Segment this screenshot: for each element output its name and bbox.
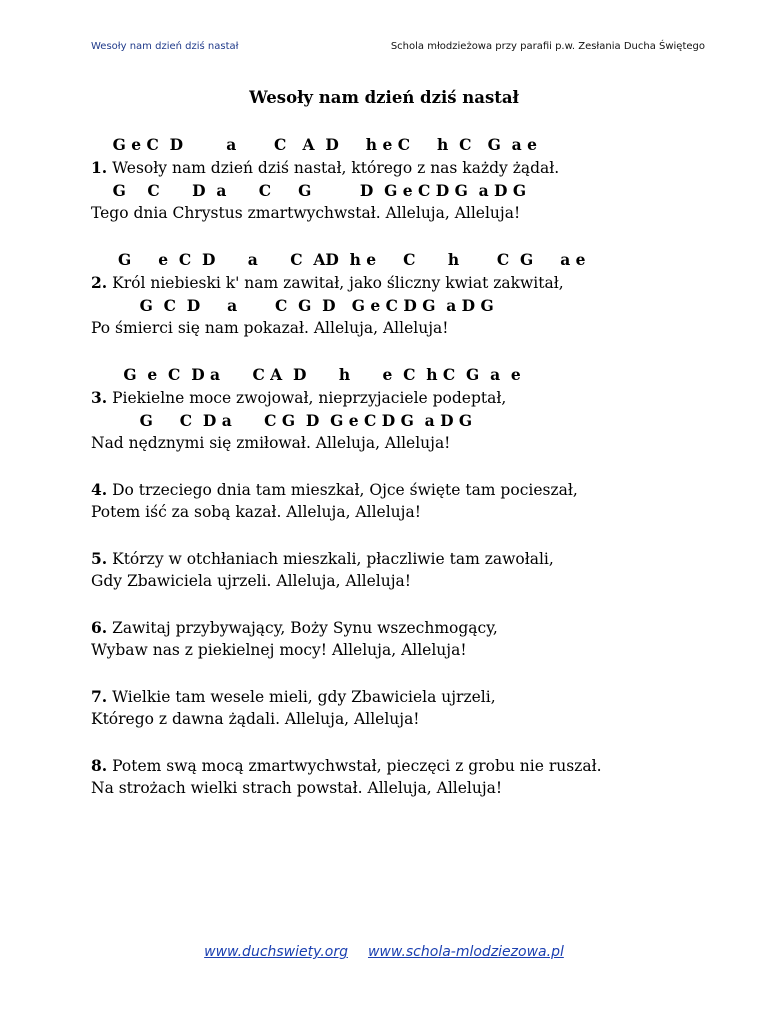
lyric-line: Nad nędznymi się zmiłował. Alleluja, Alleluja! bbox=[91, 434, 451, 452]
verse-number: 5. bbox=[91, 549, 108, 568]
lyric-line bbox=[91, 478, 731, 501]
verse-gap bbox=[91, 455, 731, 478]
lyric-line: Po śmierci się nam pokazał. Alleluja, Alleluja! bbox=[91, 319, 449, 337]
lyric-line: Na strożach wielki strach powstał. Alleluja, Alleluja! bbox=[91, 779, 503, 797]
verse-gap bbox=[91, 593, 731, 616]
verse-gap bbox=[91, 225, 731, 248]
verse-number: 1. bbox=[91, 158, 108, 177]
chord-line: G C D a C G D G e C D G a D G bbox=[91, 411, 473, 430]
verse-gap bbox=[91, 662, 731, 685]
page-footer bbox=[0, 944, 768, 960]
lyric-line bbox=[91, 386, 731, 409]
lyric-text: Piekielne moce zwojował, nieprzyjaciele podeptał, bbox=[112, 389, 507, 407]
lyric-text: Którzy w otchłaniach mieszkali, płaczliwie tam zawołali, bbox=[112, 550, 554, 568]
verse-number: 6. bbox=[91, 618, 108, 637]
lyric-line bbox=[91, 271, 731, 294]
verse-number: 2. bbox=[91, 273, 108, 292]
song-title: Wesoły nam dzień dziś nastał bbox=[249, 88, 519, 107]
chord-line: G C D a C G D G e C D G a D G bbox=[91, 296, 494, 315]
song-lyrics bbox=[91, 133, 731, 800]
verse-number: 7. bbox=[91, 687, 108, 706]
verse bbox=[91, 363, 731, 478]
lyric-text: Wielkie tam wesele mieli, gdy Zbawiciela ujrzeli, bbox=[112, 688, 496, 706]
footer-link-duchswiety[interactable]: www.duchswiety.org bbox=[204, 944, 348, 960]
lyric-line bbox=[91, 685, 731, 708]
verse bbox=[91, 547, 731, 616]
verse-gap bbox=[91, 340, 731, 363]
lyric-text: Do trzeciego dnia tam mieszkał, Ojce święte tam pocieszał, bbox=[112, 481, 578, 499]
verse bbox=[91, 616, 731, 685]
verse-gap bbox=[91, 524, 731, 547]
lyric-text: Wesoły nam dzień dziś nastał, którego z nas każdy żądał. bbox=[112, 159, 560, 177]
lyric-line: Wybaw nas z piekielnej mocy! Alleluja, Alleluja! bbox=[91, 641, 467, 659]
chord-line: G C D a C G D G e C D G a D G bbox=[91, 181, 527, 200]
verse-gap bbox=[91, 731, 731, 754]
chord-line: G e C D a C AD h e C h C G a e bbox=[91, 250, 586, 269]
lyric-line bbox=[91, 616, 731, 639]
verse-number: 3. bbox=[91, 388, 108, 407]
lyric-line bbox=[91, 547, 731, 570]
footer-link-schola[interactable]: www.schola-mlodziezowa.pl bbox=[367, 944, 564, 960]
lyric-text: Zawitaj przybywający, Boży Synu wszechmogący, bbox=[112, 619, 498, 637]
verse bbox=[91, 478, 731, 547]
lyric-line: Tego dnia Chrystus zmartwychwstał. Alleluja, Alleluja! bbox=[91, 204, 521, 222]
verse-number: 8. bbox=[91, 756, 108, 775]
lyric-line bbox=[91, 156, 731, 179]
chord-line: G e C D a C A D h e C h C G a e bbox=[91, 135, 537, 154]
header-song-title: Wesoły nam dzień dziś nastał bbox=[91, 41, 239, 52]
header-schola-name: Schola młodzieżowa przy parafii p.w. Zesłania Ducha Świętego bbox=[390, 41, 705, 52]
lyric-text: Potem swą mocą zmartwychwstał, pieczęci z grobu nie ruszał. bbox=[112, 757, 602, 775]
verse-number: 4. bbox=[91, 480, 108, 499]
lyric-line: Gdy Zbawiciela ujrzeli. Alleluja, Alleluja! bbox=[91, 572, 412, 590]
verse bbox=[91, 248, 731, 363]
verse bbox=[91, 685, 731, 754]
lyric-text: Król niebieski k' nam zawitał, jako śliczny kwiat zakwitał, bbox=[112, 274, 564, 292]
verse bbox=[91, 133, 731, 248]
lyric-line: Którego z dawna żądali. Alleluja, Alleluja! bbox=[91, 710, 420, 728]
lyric-line: Potem iść za sobą kazał. Alleluja, Alleluja! bbox=[91, 503, 421, 521]
lyric-line bbox=[91, 754, 731, 777]
chord-line: G e C D a C A D h e C h C G a e bbox=[91, 365, 521, 384]
verse bbox=[91, 754, 731, 800]
